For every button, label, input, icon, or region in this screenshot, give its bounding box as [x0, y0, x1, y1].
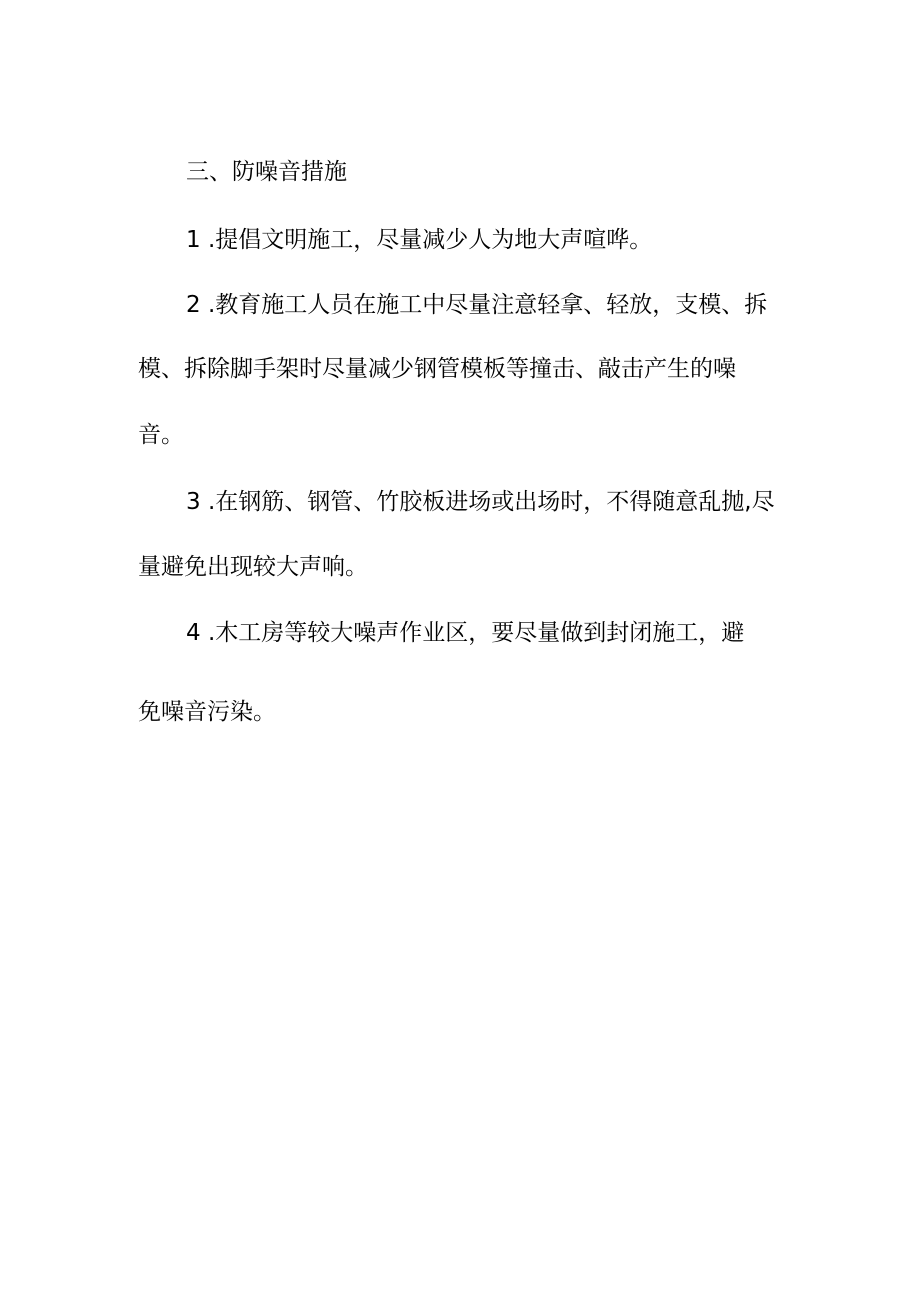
paragraph-line: 3 .在钢筋、钢管、竹胶板进场或出场时，不得随意乱抛,尽: [186, 489, 775, 515]
paragraph-line: 音。: [138, 422, 184, 448]
paragraph-line: 模、拆除脚手架时尽量减少钢管模板等撞击、敲击产生的噪: [138, 356, 736, 382]
paragraph-line: 免噪音污染。: [138, 699, 276, 725]
section-heading: 三、防噪音措施: [186, 159, 347, 185]
paragraph-line: 1 .提倡文明施工，尽量减少人为地大声喧哗。: [186, 227, 653, 253]
paragraph-line: 量避免出现较大声响。: [138, 554, 368, 580]
paragraph-line: 4 .木工房等较大噪声作业区，要尽量做到封闭施工，避: [186, 620, 745, 646]
paragraph-line: 2 .教育施工人员在施工中尽量注意轻拿、轻放，支模、拆: [186, 292, 768, 318]
